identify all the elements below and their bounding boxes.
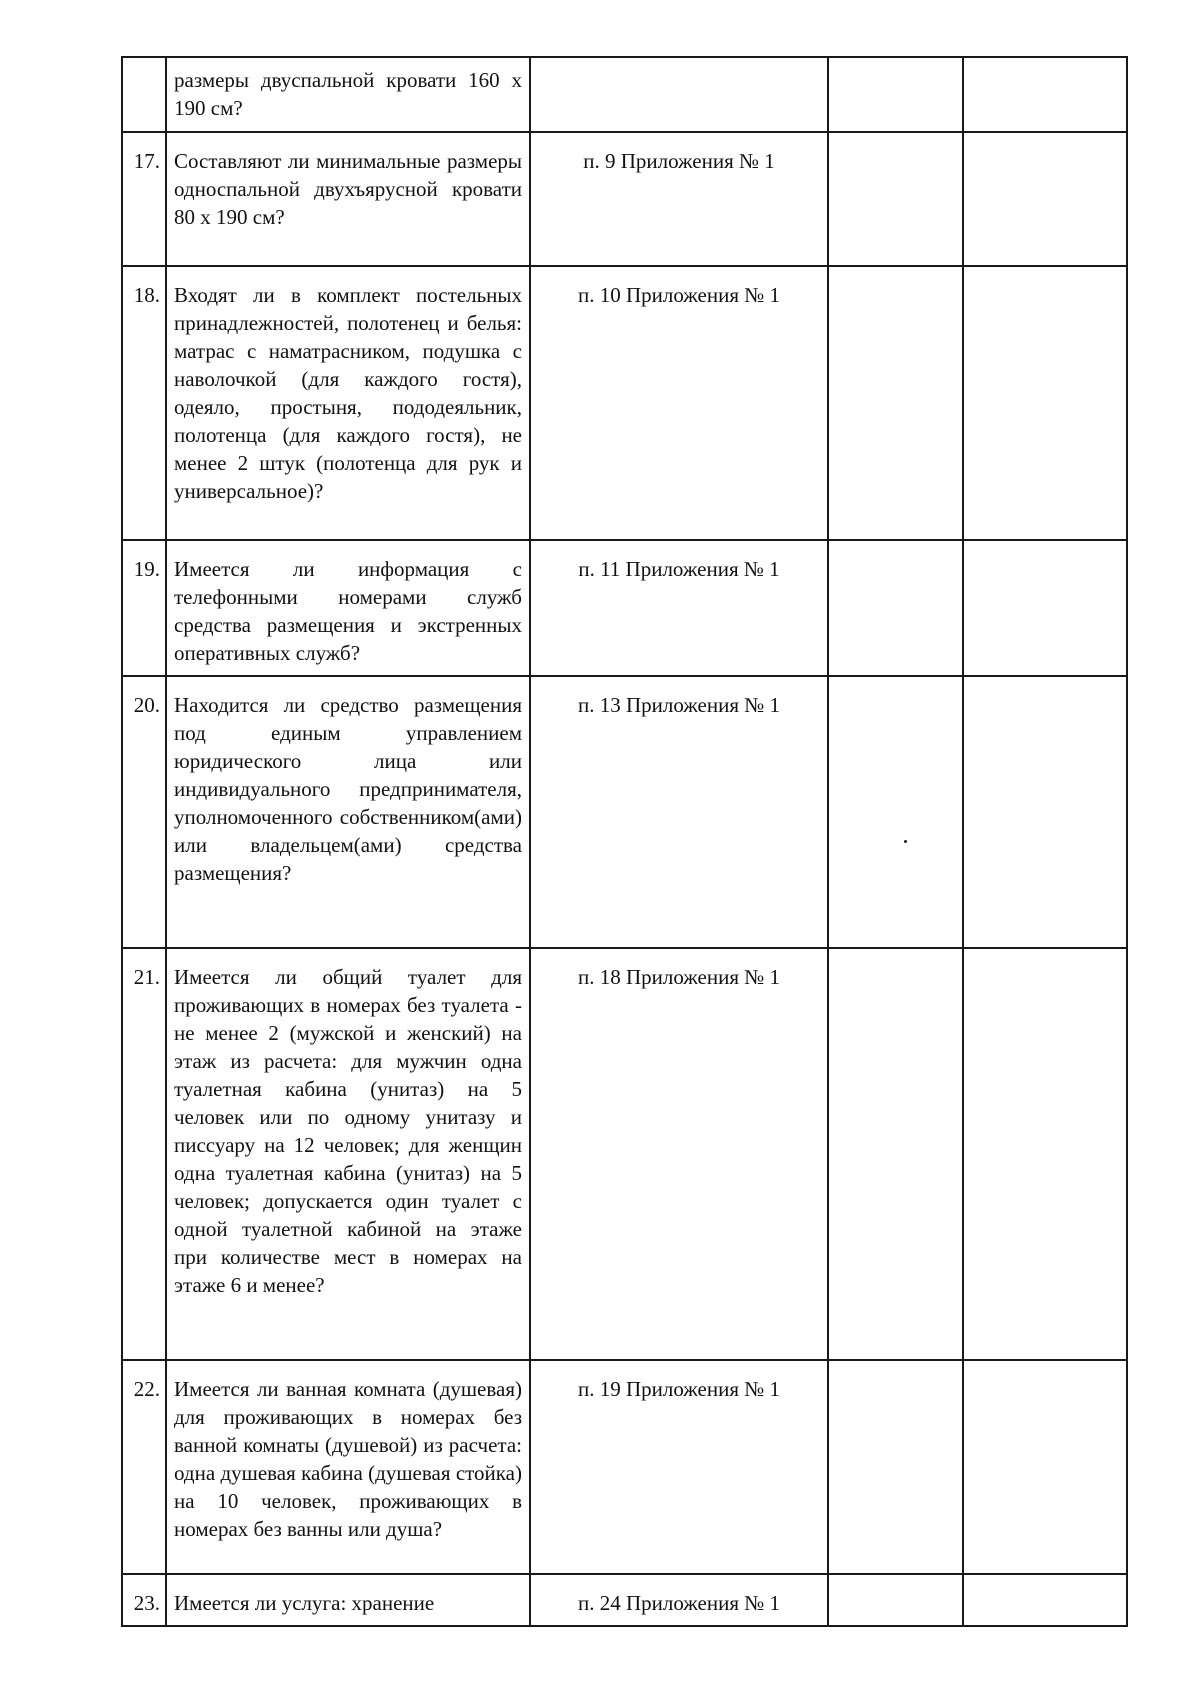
reference-text: п. 9 Приложения № 1	[530, 132, 828, 266]
question-text: Находится ли средство размещения под единым управлением юридического лица или индивидуального предпринимателя, уполномоченного собственником(ами) или владельцем(ами) средства размещения?	[166, 676, 530, 948]
reference-text: п. 24 Приложения № 1	[530, 1574, 828, 1626]
reference-text: п. 11 Приложения № 1	[530, 540, 828, 676]
table-row	[122, 540, 1127, 676]
notes-cell	[963, 1574, 1127, 1626]
answer-cell	[828, 676, 963, 948]
reference-text: п. 19 Приложения № 1	[530, 1360, 828, 1574]
notes-cell	[963, 266, 1127, 540]
reference-text: п. 10 Приложения № 1	[530, 266, 828, 540]
answer-cell	[828, 540, 963, 676]
table-row	[122, 1360, 1127, 1574]
checklist-table	[121, 56, 1128, 1627]
row-number: 18.	[122, 266, 166, 540]
question-text: Имеется ли информация с телефонными номерами служб средства размещения и экстренных оперативных служб?	[166, 540, 530, 676]
question-text: Входят ли в комплект постельных принадлежностей, полотенец и белья: матрас с наматрасником, подушка с наволочкой (для каждого гостя), одеяло, простыня, пододеяльник, полотенца (для каждого гостя), не менее 2 штук (полотенца для рук и универсальное)?	[166, 266, 530, 540]
table-row	[122, 676, 1127, 948]
table-row	[122, 948, 1127, 1360]
reference-text: п. 18 Приложения № 1	[530, 948, 828, 1360]
table-row	[122, 266, 1127, 540]
notes-cell	[963, 132, 1127, 266]
notes-cell	[963, 540, 1127, 676]
row-number: 22.	[122, 1360, 166, 1574]
row-number: 19.	[122, 540, 166, 676]
table-row	[122, 1574, 1127, 1626]
notes-cell	[963, 1360, 1127, 1574]
notes-cell	[963, 57, 1127, 132]
notes-cell	[963, 948, 1127, 1360]
question-text: Имеется ли общий туалет для проживающих в номерах без туалета - не менее 2 (мужской и женский) на этаж из расчета: для мужчин одна туалетная кабина (унитаз) на 5 человек или по одному унитазу и писсуару на 12 человек; для женщин одна туалетная кабина (унитаз) на 5 человек; допускается один туалет с одной туалетной кабиной на этаже при количестве мест в номерах на этаже 6 и менее?	[166, 948, 530, 1360]
answer-cell	[828, 1360, 963, 1574]
question-text: Имеется ли услуга: хранение	[166, 1574, 530, 1626]
answer-cell	[828, 266, 963, 540]
row-number: 21.	[122, 948, 166, 1360]
row-number: 23.	[122, 1574, 166, 1626]
question-text: размеры двуспальной кровати 160 х 190 см?	[166, 57, 530, 132]
table-row	[122, 57, 1127, 132]
table-row	[122, 132, 1127, 266]
reference-text: п. 13 Приложения № 1	[530, 676, 828, 948]
answer-cell	[828, 948, 963, 1360]
question-text: Составляют ли минимальные размеры односпальной двухъярусной кровати 80 х 190 см?	[166, 132, 530, 266]
answer-cell	[828, 1574, 963, 1626]
row-number: 17.	[122, 132, 166, 266]
reference-text	[530, 57, 828, 132]
question-text: Имеется ли ванная комната (душевая) для проживающих в номерах без ванной комнаты (душевой) из расчета: одна душевая кабина (душевая стойка) на 10 человек, проживающих в номерах без ванны или душа?	[166, 1360, 530, 1574]
answer-cell	[828, 57, 963, 132]
scan-speck	[904, 840, 907, 843]
row-number: 20.	[122, 676, 166, 948]
answer-cell	[828, 132, 963, 266]
row-number	[122, 57, 166, 132]
notes-cell	[963, 676, 1127, 948]
